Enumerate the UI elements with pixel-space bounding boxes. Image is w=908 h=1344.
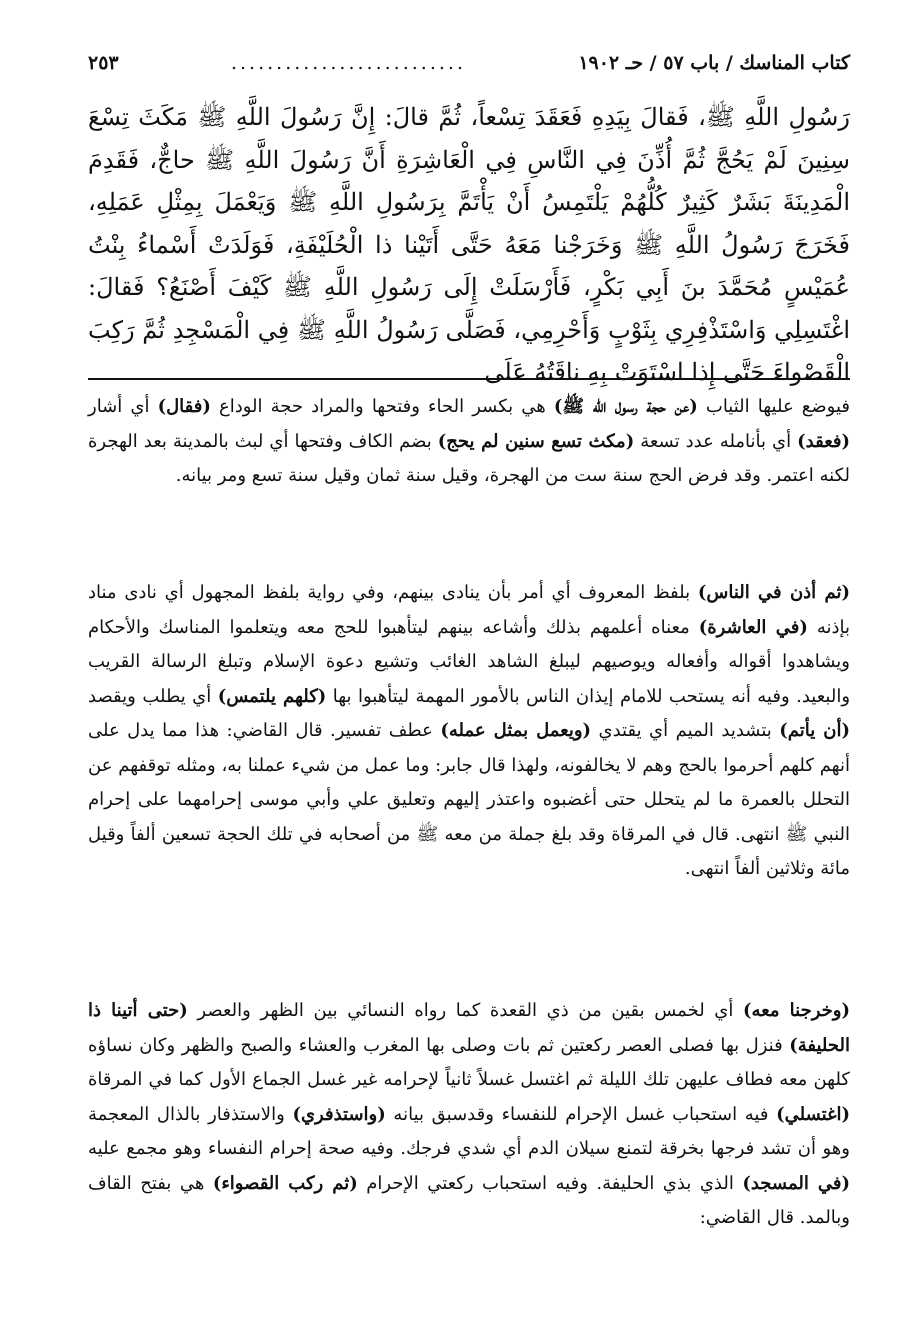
running-header [88,52,850,92]
commentary-keyword: (كلهم يلتمس) [217,685,327,707]
commentary-paragraph [88,994,850,1314]
commentary-keyword: (حتى أتينا ذا الحليفة) [88,1000,850,1056]
commentary-keyword: (ثم ركب القصواء) [212,1172,358,1194]
commentary-text: معناه أعلمهم بذلك وأشاعه بينهم ليتأهبوا للحج معه ويتعلموا المناسك والأحكام ويشاهدوا أقواله وأفعاله ويوصيهم ليبلغ الشاهد الغائب وتشيع دعوة الإسلام وتبلغ الرسالة القريب والبعيد. وفيه أنه يستحب للامام إيذان الناس بالأمور المهمة ليتأهبوا بها [88,616,851,707]
commentary-text: عطف تفسير. قال القاضي: هذا مما يدل على أنهم كلهم أحرموا بالحج وهم لا يخالفونه، ولهذا قال جابر: وما عمل من شيء عملنا به، ومثله توقفهم عن التحلل بالعمرة ما لم يتحلل حتى أغضبوه واعتذر إليهم وتعليق علي وأبي موسى إحرامهما على إحرام النبي ﷺ انتهى. قال في المرقاة وقد بلغ جملة من معه ﷺ من أصحابه في تلك الحجة تسعين ألفاً وقيل مائة وثلاثين ألفاً انتهى. [88,720,850,879]
commentary-keyword: (واستذفري) [292,1103,386,1125]
commentary-text: أي أشار [88,396,158,417]
commentary-text: أي يطلب ويقصد [88,685,218,707]
commentary-keyword: (وخرجنا معه) [743,1000,850,1021]
page-number: ٢٥٣ [88,52,119,74]
commentary-text: هي بكسر الحاء وفتحها والمراد حجة الوداع [210,396,554,417]
commentary-keyword: (فعقد) [797,430,850,452]
commentary-keyword: (في المسجد) [742,1172,850,1194]
commentary-text: فيه استحباب غسل الإحرام للنفساء وقدسبق بيانه [385,1103,777,1125]
commentary-text: أي لخمس بقين من ذي القعدة كما رواه النسائي بين الظهر والعصر [187,1000,744,1021]
commentary-text: فنزل بها فصلى العصر ركعتين ثم بات وصلى بها المغرب والعشاء والصبح والظهر وكان نساؤه كلهن معه فطاف عليهن تلك الليلة ثم اغتسل غسلاً ثانياً لإحرامه غير غسل الجماع الأول كما في المرقاة [88,1034,850,1090]
commentary-keyword: (مكث تسع سنين لم يحج) [437,430,635,452]
hadith-text: رَسُولِ اللَّهِ ﷺ، فَقالَ بِيَدِهِ فَعَقَدَ تِسْعاً، ثُمَّ قالَ: إِنَّ رَسُولَ اللَّهِ ﷺ مَكَثَ تِسْعَ سِنِينَ لَمْ يَحُجَّ ثُمَّ أُذِّنَ فِي النَّاسِ فِي الْعَاشِرَةِ أَنَّ رَسُولَ اللَّهِ ﷺ حاجٌّ، فَقَدِمَ الْمَدِينَةَ بَشَرٌ كَثِيرٌ كُلُّهُمْ يَلْتَمِسُ أَنْ يَأْتَمَّ بِرَسُولِ اللَّهِ ﷺ وَيَعْمَلَ بِمِثْلِ عَمَلِهِ، فَخَرَجَ رَسُولُ اللَّهِ ﷺ وَخَرَجْنا مَعَهُ حَتَّى أَتَيْنا ذا الْحُلَيْفَةِ، فَوَلَدَتْ أَسْماءُ بِنْتُ عُمَيْسٍ مُحَمَّدَ بنَ أَبِي بَكْرٍ، فَأَرْسَلَتْ إِلَى رَسُولِ اللَّهِ ﷺ كَيْفَ أَصْنَعُ؟ فَقالَ: اغْتَسِلِي وَاسْتَذْفِرِي بِثَوْبٍ وَأَحْرِمِي، فَصَلَّى رَسُولُ اللَّهِ ﷺ فِي الْمَسْجِدِ ثُمَّ رَكِبَ الْقَصْواءَ حَتَّى إِذا اسْتَوَتْ بِهِ ناقَتُهُ عَلَى [88,103,851,386]
commentary-keyword: (اغتسلي) [776,1103,851,1125]
commentary [88,390,850,1314]
running-title: كتاب المناسك / باب ٥٧ / حـ ١٩٠٢ [578,52,850,74]
commentary-paragraph [88,390,850,568]
commentary-text: فيوضع عليها الثياب [697,396,850,417]
commentary-paragraph [88,576,850,986]
commentary-text: بلفظ المعروف أي أمر بأن ينادى بينهم، وفي رواية بلفظ المجهول أي نادى مناد بإذنه [88,582,850,638]
commentary-keyword: (فقال) [157,396,211,417]
commentary-text: بضم الكاف وفتحها أي لبث بالمدينة بعد الهجرة لكنه اعتمر. وقد فرض الحج سنة ست من الهجرة، وقيل سنة ثمان وقيل سنة تسع ومر بيانه. [88,430,850,486]
commentary-keyword: (ثم أذن في الناس) [697,582,850,603]
running-dots: .......................... [230,52,466,74]
commentary-keyword: (ويعمل بمثل عمله) [440,720,592,741]
commentary-text: الذي بذي الحليفة. وفيه استحباب ركعتي الإحرام [357,1172,743,1194]
commentary-keyword: (أن يأتم) [779,720,850,741]
commentary-text: والاستذفار بالذال المعجمة وهو أن تشد فرجها بخرقة لتمنع سيلان الدم أي شدي فرجك. وفيه صحة إحرام النفساء وهو مجمع عليه [88,1103,850,1159]
book-page [88,52,850,1322]
commentary-keyword: (عن حجة رسول الله ﷺ) [553,396,698,417]
commentary-text: بتشديد الميم أي يقتدي [591,720,780,741]
commentary-text: هي بفتح القاف وبالمد. قال القاضي: [88,1172,850,1228]
commentary-text: أي بأنامله عدد تسعة [634,430,798,452]
commentary-keyword: (في العاشرة) [698,616,808,638]
